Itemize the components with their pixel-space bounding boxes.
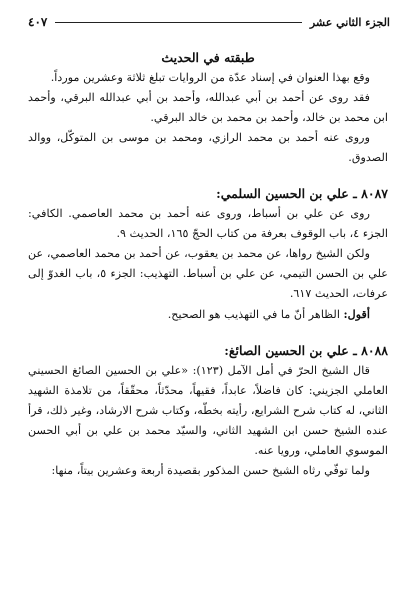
entry-8087-title: ٨٠٨٧ ـ علي بن الحسين السلمي: <box>216 186 388 201</box>
section-narration-level <box>28 48 388 168</box>
page-content <box>28 48 388 497</box>
entry-8088-paragraph-2: ولما توفّي رثاه الشيخ حسن المذكور بقصيدة أربعة وعشرين بيتاً، منها: <box>51 464 370 477</box>
section-paragraph-2: فقد روى عن أحمد بن أبي عبدالله، وأحمد بن أبي عبدالله البرقي، وأحمد ابن محمد بن خالد، وأحمد بن محمد بن خالد البرقي. <box>28 91 388 124</box>
entry-8087-paragraph-2: ولكن الشيخ رواها، عن محمد بن يعقوب، عن أحمد بن محمد العاصمي، عن علي بن الحسن التيمي، عن علي بن أسباط. التهذيب: الجزء ٥، باب الغدوّ إلى عرفات، الحديث ٦١٧. <box>28 247 388 300</box>
section-paragraph-3: وروى عنه أحمد بن محمد الرازي، ومحمد بن موسى بن المتوكّل، ووالد الصدوق. <box>28 131 388 164</box>
entry-8087-remark-text: الظاهر أنّ ما في التهذيب هو الصحيح. <box>167 308 344 321</box>
running-header <box>28 12 390 32</box>
entry-8087-remark-lead: أقول: <box>343 307 370 321</box>
entry-8087-paragraph-1: روى عن علي بن أسباط، وروى عنه أحمد بن محمد العاصمي. الكافي: الجزء ٤، باب الوقوف بعرفة من كتاب الحجّ ١٦٥، الحديث ٩. <box>28 207 388 240</box>
page-number: ٤٠٧ <box>28 15 48 29</box>
header-rule <box>55 22 301 23</box>
entry-8088 <box>28 341 388 481</box>
entry-8088-title: ٨٠٨٨ ـ علي بن الحسين الصائغ: <box>224 343 388 358</box>
entry-8087-paragraph-3 <box>28 304 388 325</box>
section-paragraph-1: وقع بهذا العنوان في إسناد عدّة من الروايات تبلغ ثلاثة وعشرين مورداً. <box>50 71 370 84</box>
header-title: الجزء الثاني عشر <box>309 15 390 29</box>
entry-8088-paragraph-1: قال الشيخ الحرّ في أمل الآمل (١٢٣): «علي بن الحسين الصائغ الحسيني العاملي الجزيني: كان فاضلاً، عابداً، فقيهاً، محدّثاً، محقّقاً، من تلامذة الشهيد الثاني، له كتاب شرح الشرايع، رأيته بخطّه، وكتاب شرح الارشاد، وغير ذلك، قرأ عنده الشيخ حسن ابن الشهيد الثاني، والسيّد محمد بن علي بن أبي الحسن الموسوي العاملي، ورويا عنه. <box>28 364 388 457</box>
entry-8087 <box>28 184 388 325</box>
section-heading: طبقته في الحديث <box>161 50 255 65</box>
